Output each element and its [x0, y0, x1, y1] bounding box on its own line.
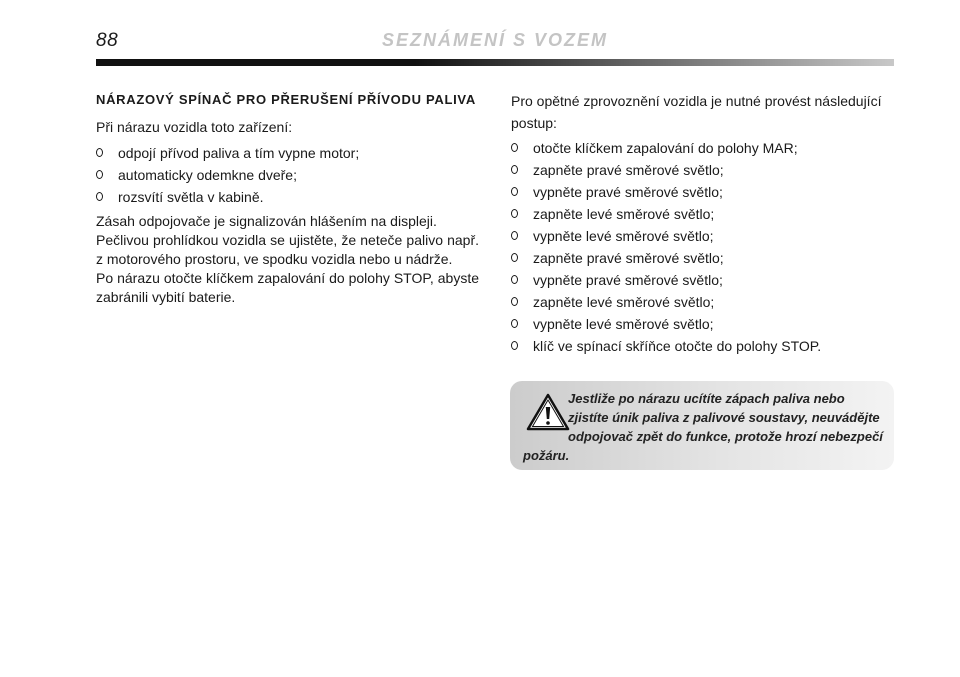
bullet-circle-icon — [511, 319, 518, 328]
list-item — [96, 186, 479, 208]
step-item — [511, 247, 894, 269]
step-item — [511, 137, 894, 159]
warning-text: Jestliže po nárazu ucítíte zápach paliva nebo zjistíte únik paliva z palivové soustavy, neuvádějte odpojovač zpět do funkce, protože hrozí nebezpečí požáru. — [523, 391, 883, 463]
step-item — [511, 335, 894, 357]
warning-box — [510, 381, 894, 470]
step-item — [511, 203, 894, 225]
bullet-circle-icon — [511, 253, 518, 262]
step-text: klíč ve spínací skříňce otočte do polohy STOP. — [533, 338, 822, 354]
bullet-circle-icon — [511, 341, 518, 350]
step-text: vypněte levé směrové světlo; — [533, 316, 714, 332]
intro-text: Při nárazu vozidla toto zařízení: — [96, 119, 293, 135]
step-text: otočte klíčkem zapalování do polohy MAR; — [533, 140, 798, 156]
step-text: vypněte pravé směrové světlo; — [533, 184, 723, 200]
step-text: zapněte pravé směrové světlo; — [533, 162, 724, 178]
bullet-circle-icon — [96, 170, 103, 179]
warning-text-container — [523, 389, 885, 465]
right-column — [511, 90, 894, 357]
description-paragraph: Po nárazu otočte klíčkem zapalování do polohy STOP, abyste zabránili vybití baterie. — [96, 270, 479, 305]
bullet-circle-icon — [511, 165, 518, 174]
step-item — [511, 225, 894, 247]
list-item-text: rozsvítí světla v kabině. — [118, 189, 264, 205]
running-title: SEZNÁMENÍ S VOZEM — [382, 30, 609, 50]
procedure-intro: Pro opětné zprovoznění vozidla je nutné provést následující postup: — [511, 93, 882, 131]
bullet-circle-icon — [511, 231, 518, 240]
bullet-circle-icon — [511, 187, 518, 196]
step-text: vypněte pravé směrové světlo; — [533, 272, 723, 288]
step-text: zapněte pravé směrové světlo; — [533, 250, 724, 266]
step-text: zapněte levé směrové světlo; — [533, 206, 715, 222]
header-rule — [96, 59, 894, 66]
effects-list — [96, 142, 479, 208]
bullet-circle-icon — [511, 143, 518, 152]
description-paragraph: Zásah odpojovače je signalizován hlášením na displeji. — [96, 213, 437, 229]
bullet-circle-icon — [96, 192, 103, 201]
step-text: vypněte levé směrové světlo; — [533, 228, 714, 244]
bullet-circle-icon — [96, 148, 103, 157]
list-item — [96, 164, 479, 186]
list-item-text: odpojí přívod paliva a tím vypne motor; — [118, 145, 360, 161]
step-item — [511, 269, 894, 291]
procedure-steps — [511, 137, 894, 357]
step-text: zapněte levé směrové světlo; — [533, 294, 715, 310]
left-column — [96, 89, 479, 307]
list-item-text: automaticky odemkne dveře; — [118, 167, 297, 183]
list-item — [96, 142, 479, 164]
step-item — [511, 291, 894, 313]
bullet-circle-icon — [511, 209, 518, 218]
step-item — [511, 181, 894, 203]
step-item — [511, 159, 894, 181]
description-paragraph: Pečlivou prohlídkou vozidla se ujistěte, že neteče palivo např. z motorového prostoru, ve spodku vozidla nebo u nádrže. — [96, 232, 479, 267]
page-number: 88 — [96, 30, 119, 51]
bullet-circle-icon — [511, 275, 518, 284]
bullet-circle-icon — [511, 297, 518, 306]
step-item — [511, 313, 894, 335]
section-title: NÁRAZOVÝ SPÍNAČ PRO PŘERUŠENÍ PŘÍVODU PALIVA — [96, 92, 476, 107]
